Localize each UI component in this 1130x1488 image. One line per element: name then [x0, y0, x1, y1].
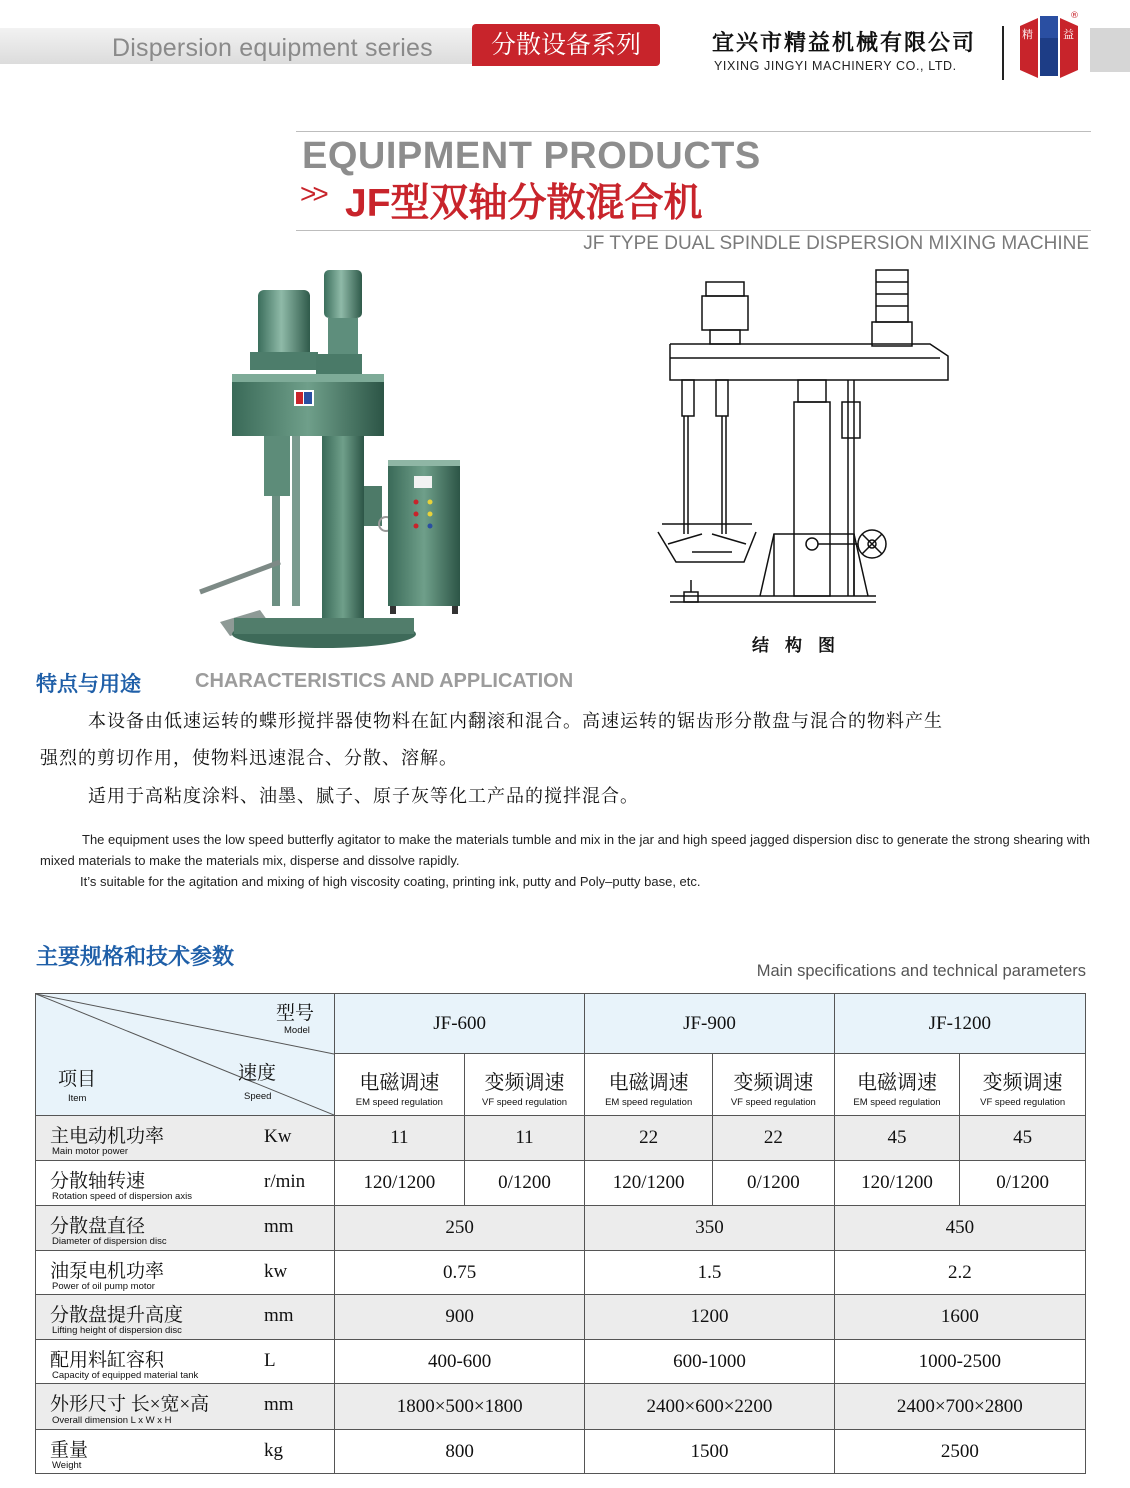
table-cell: 800 — [335, 1430, 585, 1474]
table-cell: 120/1200 — [335, 1161, 465, 1206]
item-label-cn: 项目 — [58, 1069, 97, 1090]
table-cell: 1000-2500 — [834, 1340, 1085, 1384]
table-row — [36, 1295, 1086, 1340]
speed-label-en: Speed — [244, 1091, 272, 1102]
table-cell: 0/1200 — [464, 1161, 585, 1206]
specs-title-cn: 主要规格和技术参数 — [36, 944, 235, 969]
characteristics-title-cn: 特点与用途 — [36, 673, 141, 696]
structure-diagram — [640, 262, 960, 622]
product-photo — [190, 262, 480, 650]
application-cn: 适用于高粘度涂料、油墨、腻子、原子灰等化工产品的搅拌混合。 — [88, 786, 639, 806]
mode-em-jf900: 电磁调速 EM speed regulation — [585, 1054, 713, 1116]
table-row — [36, 1251, 1086, 1295]
table-cell: 0.75 — [335, 1251, 585, 1295]
table-cell: 1800×500×1800 — [335, 1384, 585, 1430]
table-cell: 45 — [834, 1116, 960, 1161]
table-cell: 900 — [335, 1295, 585, 1340]
description-en: The equipment uses the low speed butterfly agitator to make the materials tumble and mix in the jar and high speed jagged dispersion disc to generate the strong shearing with mixed materials to make the materials mix, disperse and dissolve rapidly. — [40, 832, 1090, 868]
table-cell: 2400×600×2200 — [585, 1384, 834, 1430]
spec-table — [35, 993, 1086, 1474]
table-cell: 22 — [713, 1116, 835, 1161]
table-cell: 2500 — [834, 1430, 1085, 1474]
row-label: 分散盘直径 Diameter of dispersion disc mm — [36, 1206, 335, 1251]
table-cell: 120/1200 — [834, 1161, 960, 1206]
product-title-cn: JF型双轴分散混合机 — [345, 182, 703, 225]
svg-text:益: 益 — [1063, 28, 1074, 41]
table-cell: 11 — [464, 1116, 585, 1161]
model-jf600: JF-600 — [335, 994, 585, 1054]
table-cell: 45 — [960, 1116, 1086, 1161]
company-name-cn: 宜兴市精益机械有限公司 — [712, 30, 977, 55]
table-cell: 1.5 — [585, 1251, 834, 1295]
table-cell: 120/1200 — [585, 1161, 713, 1206]
model-header-row — [36, 994, 1086, 1054]
table-cell: 0/1200 — [713, 1161, 835, 1206]
description-cn-line1: 本设备由低速运转的蝶形搅拌器使物料在缸内翻滚和混合。高速运转的锯齿形分散盘与混合的物料产生 — [88, 711, 943, 731]
series-title-cn-tab: 分散设备系列 — [472, 24, 660, 66]
model-jf900: JF-900 — [585, 994, 834, 1054]
model-label-cn: 型号 — [276, 1003, 315, 1024]
table-row — [36, 1384, 1086, 1430]
section-heading-en: EQUIPMENT PRODUCTS — [302, 135, 761, 177]
table-cell: 11 — [335, 1116, 465, 1161]
row-label: 分散轴转速 Rotation speed of dispersion axis r/min — [36, 1161, 335, 1206]
table-cell: 350 — [585, 1206, 834, 1251]
table-cell: 600-1000 — [585, 1340, 834, 1384]
table-cell: 1600 — [834, 1295, 1085, 1340]
model-jf1200: JF-1200 — [834, 994, 1085, 1054]
table-cell: 450 — [834, 1206, 1085, 1251]
table-cell: 250 — [335, 1206, 585, 1251]
mode-vf-jf900: 变频调速 VF speed regulation — [713, 1054, 835, 1116]
row-label: 油泵电机功率 Power of oil pump motor kw — [36, 1251, 335, 1295]
table-row — [36, 1161, 1086, 1206]
diagram-caption: 结构图 — [752, 636, 851, 655]
characteristics-title-en: CHARACTERISTICS AND APPLICATION — [195, 670, 574, 692]
mode-em-jf1200: 电磁调速 EM speed regulation — [834, 1054, 960, 1116]
specs-title-en: Main specifications and technical parameters — [756, 962, 1086, 980]
table-row — [36, 1116, 1086, 1161]
description-cn-line2: 强烈的剪切作用，使物料迅速混合、分散、溶解。 — [40, 748, 458, 768]
header-divider — [1002, 26, 1004, 80]
series-title-en: Dispersion equipment series — [112, 34, 433, 62]
table-cell: 22 — [585, 1116, 713, 1161]
row-label: 外形尺寸 长×宽×高 Overall dimension L x W x H mm — [36, 1384, 335, 1430]
speed-label-cn: 速度 — [238, 1063, 277, 1084]
table-cell: 1500 — [585, 1430, 834, 1474]
company-name-en: YIXING JINGYI MACHINERY CO., LTD. — [714, 59, 957, 73]
model-label-en: Model — [284, 1025, 310, 1036]
mode-vf-jf600: 变频调速 VF speed regulation — [464, 1054, 585, 1116]
application-en: It’s suitable for the agitation and mixing of high viscosity coating, printing ink, putty and Poly–putty base, etc. — [80, 874, 701, 889]
table-cell: 400-600 — [335, 1340, 585, 1384]
svg-text:精: 精 — [1022, 28, 1033, 41]
mode-em-jf600: 电磁调速 EM speed regulation — [335, 1054, 465, 1116]
table-cell: 2400×700×2800 — [834, 1384, 1085, 1430]
table-row — [36, 1206, 1086, 1251]
row-label: 分散盘提升高度 Lifting height of dispersion disc mm — [36, 1295, 335, 1340]
mode-vf-jf1200: 变频调速 VF speed regulation — [960, 1054, 1086, 1116]
double-chevron-icon: >> — [300, 178, 325, 209]
header-corner-block — [1090, 28, 1130, 72]
table-row — [36, 1340, 1086, 1384]
row-label: 主电动机功率 Main motor power Kw — [36, 1116, 335, 1161]
title-rule-top — [296, 131, 1091, 132]
table-cell: 0/1200 — [960, 1161, 1086, 1206]
corner-cell — [36, 994, 335, 1116]
item-label-en: Item — [68, 1093, 87, 1104]
table-row — [36, 1430, 1086, 1474]
company-logo — [1018, 10, 1080, 82]
table-cell: 2.2 — [834, 1251, 1085, 1295]
product-title-en: JF TYPE DUAL SPINDLE DISPERSION MIXING MACHINE — [583, 233, 1089, 254]
row-label: 重量 Weight kg — [36, 1430, 335, 1474]
title-rule-bottom — [296, 230, 1091, 231]
svg-text:®: ® — [1070, 11, 1079, 21]
table-cell: 1200 — [585, 1295, 834, 1340]
row-label: 配用料缸容积 Capacity of equipped material tank L — [36, 1340, 335, 1384]
